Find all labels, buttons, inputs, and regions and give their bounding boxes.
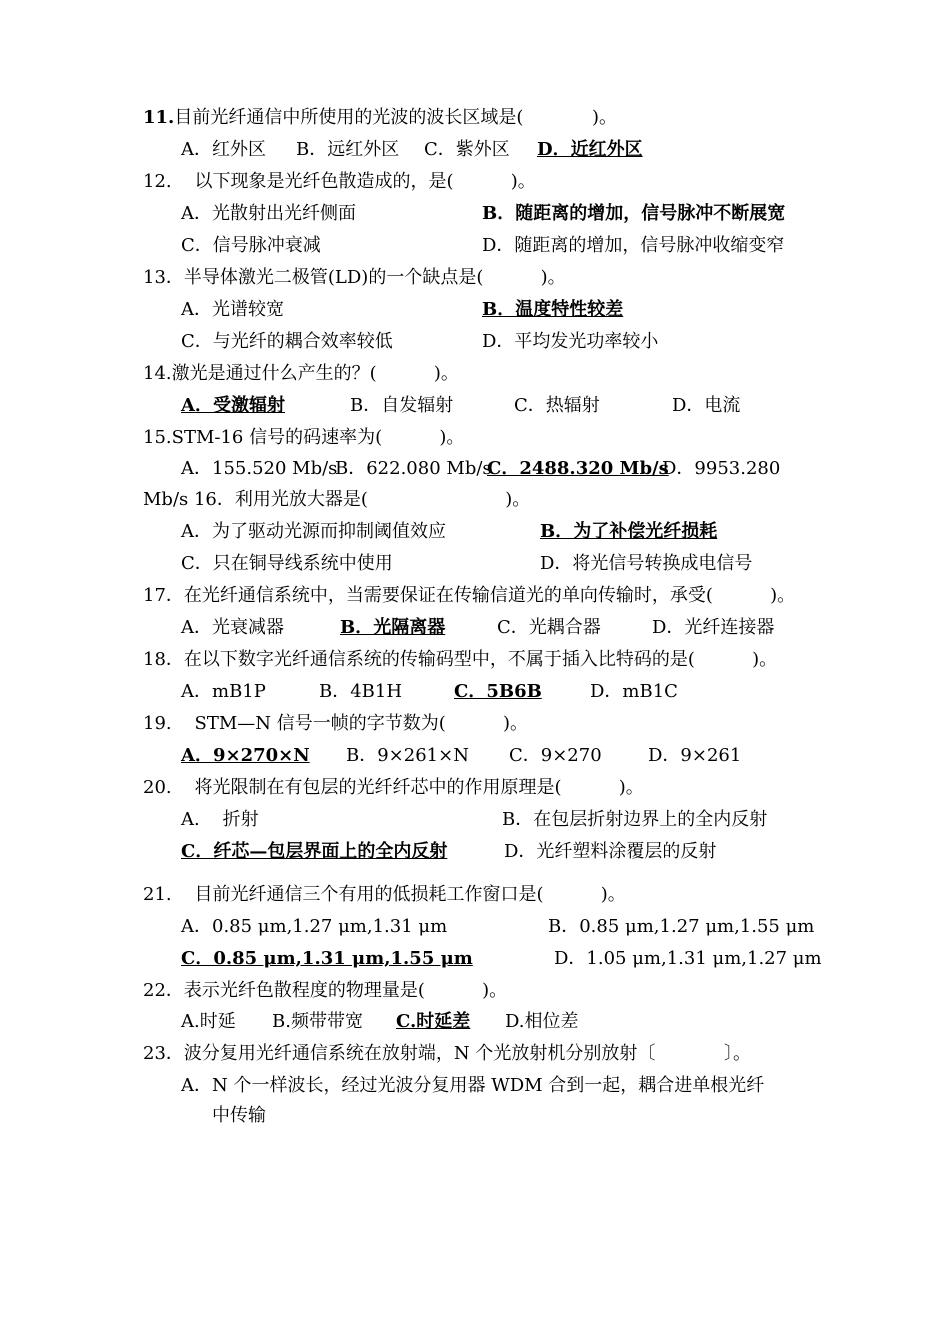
question-16-stem: Mb/s 16．利用光放大器是( )。 — [143, 489, 531, 510]
q18-option-c-answer: C．5B6B — [454, 681, 542, 702]
question-12-stem: 12. 以下现象是光纤色散造成的，是( )。 — [143, 171, 536, 192]
q19-option-a-answer: A．9×270×N — [181, 745, 310, 766]
q22-option-a: A.时延 — [181, 1011, 236, 1032]
q23-option-a-line1: A．N 个一样波长，经过光波分复用器 WDM 合到一起，耦合进单根光纤 — [181, 1075, 765, 1096]
q18-option-b: B．4B1H — [319, 681, 403, 702]
question-17-stem: 17．在光纤通信系统中，当需要保证在传输信道光的单向传输时，承受( )。 — [143, 585, 796, 606]
question-13-stem: 13．半导体激光二极管(LD)的一个缺点是( )。 — [143, 267, 566, 288]
q17-option-b-answer: B．光隔离器 — [340, 617, 446, 638]
question-11-stem — [143, 107, 617, 129]
q13-option-c: C．与光纤的耦合效率较低 — [181, 331, 393, 352]
question-14-stem: 14.激光是通过什么产生的？( )。 — [143, 363, 459, 384]
q20-option-c-answer: C．纤芯—包层界面上的全内反射 — [181, 841, 448, 862]
q14-option-a-answer: A．受激辐射 — [181, 395, 285, 416]
question-21-stem: 21. 目前光纤通信三个有用的低损耗工作窗口是( )。 — [143, 884, 626, 905]
q15-option-b: B．622.080 Mb/s — [335, 458, 492, 479]
question-11-number: 11. — [143, 107, 175, 128]
q12-option-c: C．信号脉冲衰减 — [181, 235, 321, 256]
question-18-stem: 18．在以下数字光纤通信系统的传输码型中，不属于插入比特码的是( )。 — [143, 649, 778, 670]
q11-option-d-answer: D．近红外区 — [537, 139, 643, 160]
q19-option-d: D．9×261 — [648, 745, 742, 766]
question-20-stem: 20. 将光限制在有包层的光纤纤芯中的作用原理是( )。 — [143, 777, 644, 798]
question-15-stem: 15.STM-16 信号的码速率为( )。 — [143, 427, 465, 448]
q15-option-a: A．155.520 Mb/s — [181, 458, 338, 479]
question-22-stem: 22．表示光纤色散程度的物理量是( )。 — [143, 980, 508, 1001]
q21-option-b: B．0.85 μm,1.27 μm,1.55 μm — [548, 916, 815, 937]
q21-option-d: D．1.05 μm,1.31 μm,1.27 μm — [554, 948, 822, 969]
q20-option-b: B．在包层折射边界上的全内反射 — [502, 809, 768, 830]
q14-option-c: C．热辐射 — [514, 395, 600, 416]
q17-option-c: C．光耦合器 — [497, 617, 601, 638]
q18-option-d: D．mB1C — [590, 681, 678, 702]
q22-option-c-answer: C.时延差 — [396, 1011, 471, 1032]
q21-option-c-answer: C．0.85 μm,1.31 μm,1.55 μm — [181, 948, 473, 969]
q12-option-a: A．光散射出光纤侧面 — [181, 203, 356, 224]
q16-option-c: C．只在铜导线系统中使用 — [181, 553, 393, 574]
q19-option-c: C．9×270 — [509, 745, 602, 766]
q19-option-b: B．9×261×N — [346, 745, 469, 766]
q14-option-b: B．自发辐射 — [350, 395, 454, 416]
q22-option-b: B.频带带宽 — [272, 1011, 363, 1032]
q16-option-d: D．将光信号转换成电信号 — [540, 553, 753, 574]
q13-option-a: A．光谱较宽 — [181, 299, 284, 320]
q20-option-a: A. 折射 — [181, 809, 259, 830]
q17-option-a: A．光衰减器 — [181, 617, 284, 638]
q11-option-c: C．紫外区 — [424, 139, 510, 160]
question-11-text: 目前光纤通信中所使用的光波的波长区域是( )。 — [174, 107, 618, 128]
q12-option-d: D．随距离的增加，信号脉冲收缩变窄 — [482, 235, 785, 256]
q20-option-d: D．光纤塑料涂覆层的反射 — [504, 841, 717, 862]
q11-option-a: A．红外区 — [181, 139, 266, 160]
q15-option-c-answer: C．2488.320 Mb/s — [487, 458, 669, 479]
q15-option-d: D．9953.280 — [662, 458, 781, 479]
q11-option-b: B．远红外区 — [296, 139, 400, 160]
q16-option-a: A．为了驱动光源而抑制阈值效应 — [181, 521, 446, 542]
q13-option-b-answer: B．温度特性较差 — [482, 299, 624, 320]
question-19-stem: 19. STM—N 信号一帧的字节数为( )。 — [143, 713, 529, 734]
q21-option-a: A．0.85 μm,1.27 μm,1.31 μm — [181, 916, 448, 937]
q22-option-d: D.相位差 — [505, 1011, 579, 1032]
q14-option-d: D．电流 — [672, 395, 741, 416]
q13-option-d: D．平均发光功率较小 — [482, 331, 659, 352]
q17-option-d: D．光纤连接器 — [652, 617, 775, 638]
question-23-stem: 23．波分复用光纤通信系统在放射端，N 个光放射机分别放射〔 〕。 — [143, 1043, 752, 1064]
q23-option-a-line2: 中传输 — [212, 1105, 266, 1126]
q18-option-a: A．mB1P — [181, 681, 266, 702]
q16-option-b-answer: B．为了补偿光纤损耗 — [540, 521, 718, 542]
q12-option-b-answer: B．随距离的增加，信号脉冲不断展宽 — [482, 203, 786, 224]
